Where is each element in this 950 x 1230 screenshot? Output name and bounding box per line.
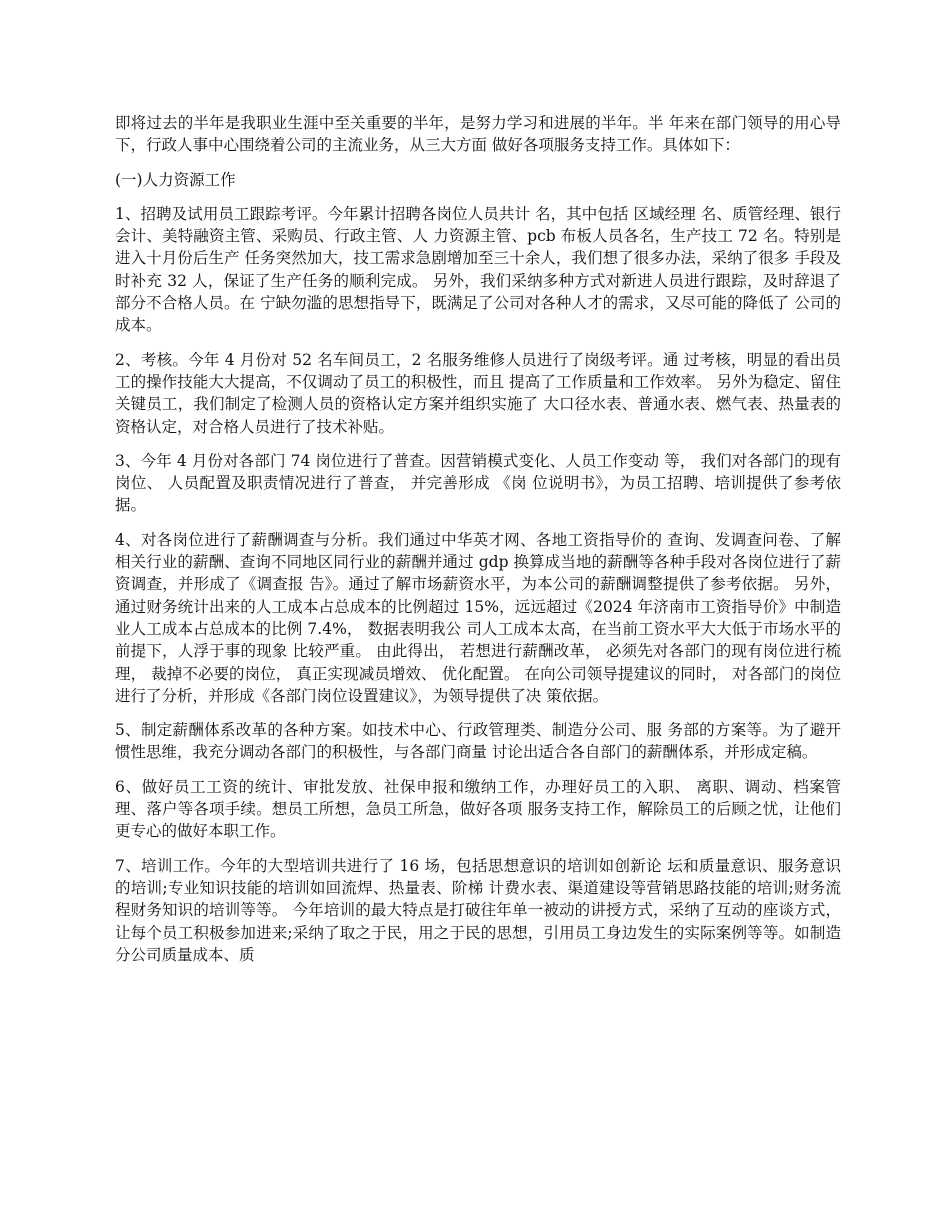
paragraph-training: 7、培训工作。今年的大型培训共进行了 16 场，包括思想意识的培训如创新论 坛和质量意识、服务意识的培训;专业知识技能的培训如回流焊、热量表、阶梯 计费水表、渠道建设等营销思路技能的培训;财务流程财务知识的培训等等。 今年培训的最大特点是打破往年单一被动的讲授方式，采纳了互动的座谈方式， 让每个员工积极参加进来;采纳了取之于民，用之于民的思想，引用员工身边发生的实际案例等等。如制造分公司质量成本、质 bbox=[115, 856, 841, 964]
paragraph-recruitment: 1、招聘及试用员工跟踪考评。今年累计招聘各岗位人员共计 名，其中包括 区域经理 名、质管经理、银行会计、美特融资主管、采购员、行政主管、人 力资源主管、pcb 布板人员各名，生产技工 72 名。特别是进入十月份后生产 任务突然加大，技工需求急剧增加至三十余人，我们想了很多办法，采纳了很多 手段及时补充 32 人，保证了生产任务的顺利完成。 另外，我们采纳多种方式对新进人员进行跟踪，及时辞退了部分不合格人员。在 宁缺勿滥的思想指导下，既满足了公司对各种人才的需求，又尽可能的降低了 公司的成本。 bbox=[115, 204, 841, 335]
paragraph-assessment: 2、考核。今年 4 月份对 52 名车间员工，2 名服务维修人员进行了岗级考评。通 过考核，明显的看出员工的操作技能大大提高，不仅调动了员工的积极性，而且 提高了工作质量和工作效率。 另外为稳定、留住关键员工，我们制定了检测人员的资格认定方案并组织实施了 大口径水表、普通水表、燃气表、热量表的资格认定，对合格人员进行了技术补贴。 bbox=[115, 350, 841, 436]
intro-paragraph: 即将过去的半年是我职业生涯中至关重要的半年，是努力学习和进展的半年。半 年来在部门领导的用心导下，行政人事中心围绕着公司的主流业务，从三大方面 做好各项服务支持工作。具体如下： bbox=[115, 114, 841, 155]
paragraph-position-survey: 3、今年 4 月份对各部门 74 岗位进行了普查。因营销模式变化、人员工作变动 等， 我们对各部门的现有岗位、 人员配置及职责情况进行了普查， 并完善形成 《岗 位说明书》，为员工招聘、培训提供了参考依据。 bbox=[115, 451, 841, 515]
paragraph-payroll: 6、做好员工工资的统计、审批发放、社保申报和缴纳工作，办理好员工的入职、 离职、调动、档案管理、落户等各项手续。想员工所想，急员工所急，做好各项 服务支持工作，解除员工的后顾之忧，让他们更专心的做好本职工作。 bbox=[115, 777, 841, 841]
paragraph-salary-reform: 5、制定薪酬体系改革的各种方案。如技术中心、行政管理类、制造分公司、服 务部的方案等。为了避开惯性思维，我充分调动各部门的积极性，与各部门商量 讨论出适合各自部门的薪酬体系，并形成定稿。 bbox=[115, 721, 841, 762]
paragraph-salary-survey: 4、对各岗位进行了薪酬调查与分析。我们通过中华英才网、各地工资指导价的 查询、发调查问卷、了解相关行业的薪酬、查询不同地区同行业的薪酬并通过 gdp 换算成当地的薪酬等各种手段对各岗位进行了薪资调查，并形成了《调查报 告》。通过了解市场薪资水平，为本公司的薪酬调整提供了参考依据。 另外，通过财务统计出来的人工成本占总成本的比例超过 15%，远远超过《2024 年济南市工资指导价》中制造业人工成本占总成本的比例 7.4%， 数据表明我公 司人工成本太高，在当前工资水平大大低于市场水平的前提下，人浮于事的现象 比较严重。 由此得出， 若想进行薪酬改革， 必须先对各部门的现有岗位进行梳理， 裁掉不必要的岗位， 真正实现减员增效、 优化配置。 在向公司领导提建议的同时， 对各部门的岗位进行了分析，并形成《各部门岗位设置建议》，为领导提供了决 策依据。 bbox=[115, 530, 841, 705]
document-page bbox=[115, 112, 841, 978]
section-heading-hr: (一)人力资源工作 bbox=[115, 170, 236, 189]
